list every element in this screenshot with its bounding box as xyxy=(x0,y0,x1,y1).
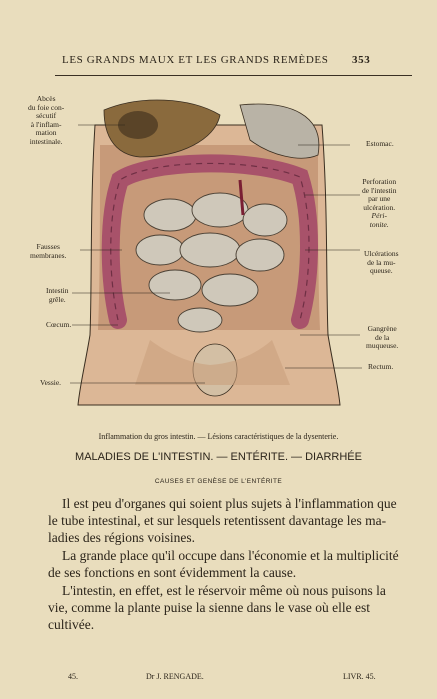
label-line: de l'intestin xyxy=(362,185,397,195)
anatomical-plate xyxy=(0,85,437,425)
subsection-title: CAUSES ET GENÈSE DE L'ENTÉRITE xyxy=(154,478,283,485)
label-line: ulcération. xyxy=(363,202,396,212)
paragraph-line: vie, comme la plante puise la sienne dans le vase où elle est xyxy=(48,600,371,615)
label-line: à l'inflam- xyxy=(30,119,62,129)
label-line: de la xyxy=(374,332,390,342)
label-line: mation xyxy=(35,128,57,138)
label-line: Gangrène xyxy=(367,324,397,333)
label-coecum xyxy=(46,321,71,330)
label-line: Cœcum. xyxy=(46,320,72,329)
paragraph-line: de ses fonctions en sont évidemment la cause. xyxy=(48,565,297,580)
running-title: LES GRANDS MAUX ET LES GRANDS REMÈDES xyxy=(62,54,329,66)
label-line: Rectum. xyxy=(368,362,394,371)
label-line: muqueuse. xyxy=(366,341,399,351)
label-italic: tonite. xyxy=(369,219,389,229)
label-line: sécutif xyxy=(36,111,57,121)
label-line: Abcès xyxy=(36,94,56,103)
label-line: grêle. xyxy=(48,294,66,304)
paragraph-line: ladies des régions voisines. xyxy=(48,530,195,545)
header-rule xyxy=(55,75,412,76)
label-italic: Péri- xyxy=(371,211,387,221)
label-estomac xyxy=(366,140,394,149)
figure-caption: Inflammation du gros intestin. — Lésions caractéristiques de la dysenterie. xyxy=(98,432,339,441)
label-line: intestinale. xyxy=(29,136,63,146)
label-line: queuse. xyxy=(369,266,393,276)
label-fausses-membranes xyxy=(30,243,66,260)
label-line: de la mu- xyxy=(367,257,396,267)
paragraph-line: le tube intestinal, et sur lesquels retentissent davantage les ma- xyxy=(48,513,387,528)
paragraph-line: L'intestin, en effet, est le réservoir même où nous puisons la xyxy=(62,583,386,598)
label-abces xyxy=(28,95,64,147)
paragraph-line: Il est peu d'organes qui soient plus sujets à l'inflammation que xyxy=(62,496,397,511)
label-line: membranes. xyxy=(30,250,67,260)
label-perforation xyxy=(362,178,396,230)
label-rectum xyxy=(368,363,393,372)
label-vessie xyxy=(40,379,61,388)
label-ulcerations xyxy=(364,250,399,276)
paragraph-line: La grande place qu'il occupe dans l'économie et la multiplicité xyxy=(62,548,399,563)
paragraph-line: cultivée. xyxy=(48,617,95,632)
label-line: Fausses xyxy=(36,242,60,251)
footer-number: 45. xyxy=(68,672,78,681)
label-intestin-grele xyxy=(46,287,69,304)
label-line: Estomac. xyxy=(366,139,394,148)
footer-livraison: LIVR. 45. xyxy=(343,672,376,681)
label-line: par une xyxy=(368,194,391,204)
label-line: Perforation xyxy=(362,177,397,186)
label-line: du foie con- xyxy=(28,102,65,112)
footer-author: Dr J. RENGADE. xyxy=(146,672,204,681)
section-title: MALADIES DE L'INTESTIN. — ENTÉRITE. — DIARRHÉE xyxy=(75,451,362,463)
label-line xyxy=(362,221,396,230)
label-line: Ulcérations xyxy=(364,249,399,258)
label-line: Intestin xyxy=(46,286,69,295)
running-header xyxy=(62,54,371,68)
label-line: Vessie. xyxy=(40,378,62,387)
page-number: 353 xyxy=(352,54,371,66)
label-gangrene xyxy=(366,325,398,351)
